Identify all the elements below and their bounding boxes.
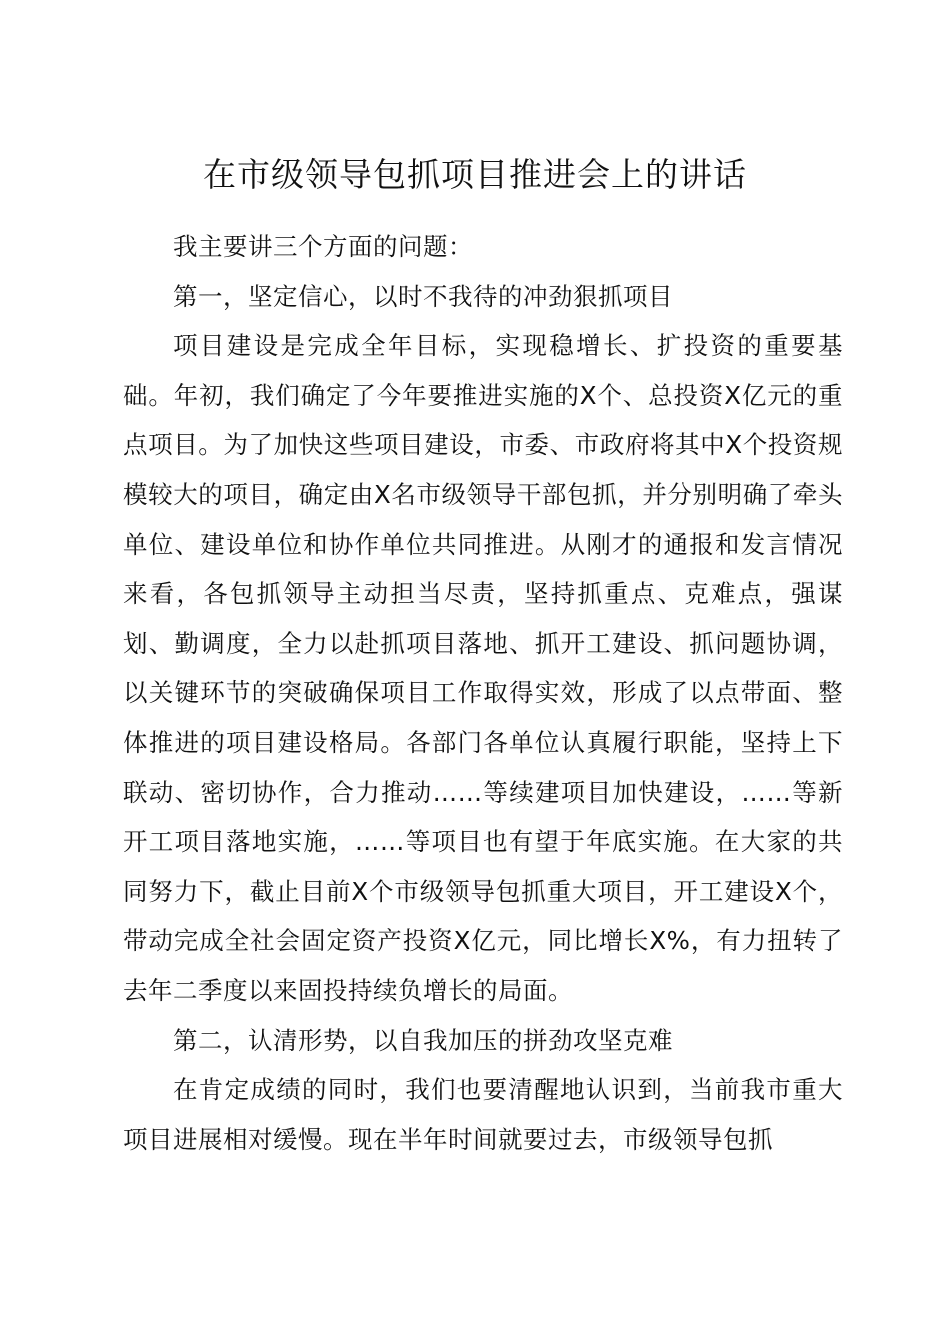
paragraph-section-1: 项目建设是完成全年目标，实现稳增长、扩投资的重要基础。年初，我们确定了今年要推进实施的X个、总投资X亿元的重点项目。为了加快这些项目建设，市委、市政府将其中X个投资规模较大的项目，确定由X名市级领导干部包抓，并分别明确了牵头单位、建设单位和协作单位共同推进。从刚才的通报和发言情况来看，各包抓领导主动担当尽责，坚持抓重点、克难点，强谋划、勤调度，全力以赴抓项目落地、抓开工建设、抓问题协调，以关键环节的突破确保项目工作取得实效，形成了以点带面、整体推进的项目建设格局。各部门各单位认真履行职能，坚持上下联动、密切协作，合力推动……等续建项目加快建设，……等新开工项目落地实施，……等项目也有望于年底实施。在大家的共同努力下，截止目前X个市级领导包抓重大项目，开工建设X个，带动完成全社会固定资产投资X亿元，同比增长X%，有力扭转了去年二季度以来固投持续负增长的局面。 [123, 331, 843, 1005]
paragraph-section-2: 在肯定成绩的同时，我们也要清醒地认识到，当前我市重大项目进展相对缓慢。现在半年时间就要过去，市级领导包抓 [123, 1075, 843, 1154]
document-title: 在市级领导包抓项目推进会上的讲话 [203, 155, 747, 194]
document-body [123, 222, 843, 1164]
section-heading-2: 第二，认清形势，以自我加压的拼劲攻坚克难 [173, 1025, 673, 1055]
section-heading-1: 第一，坚定信心，以时不我待的冲劲狠抓项目 [173, 281, 673, 311]
paragraph-intro: 我主要讲三个方面的问题： [173, 232, 473, 261]
